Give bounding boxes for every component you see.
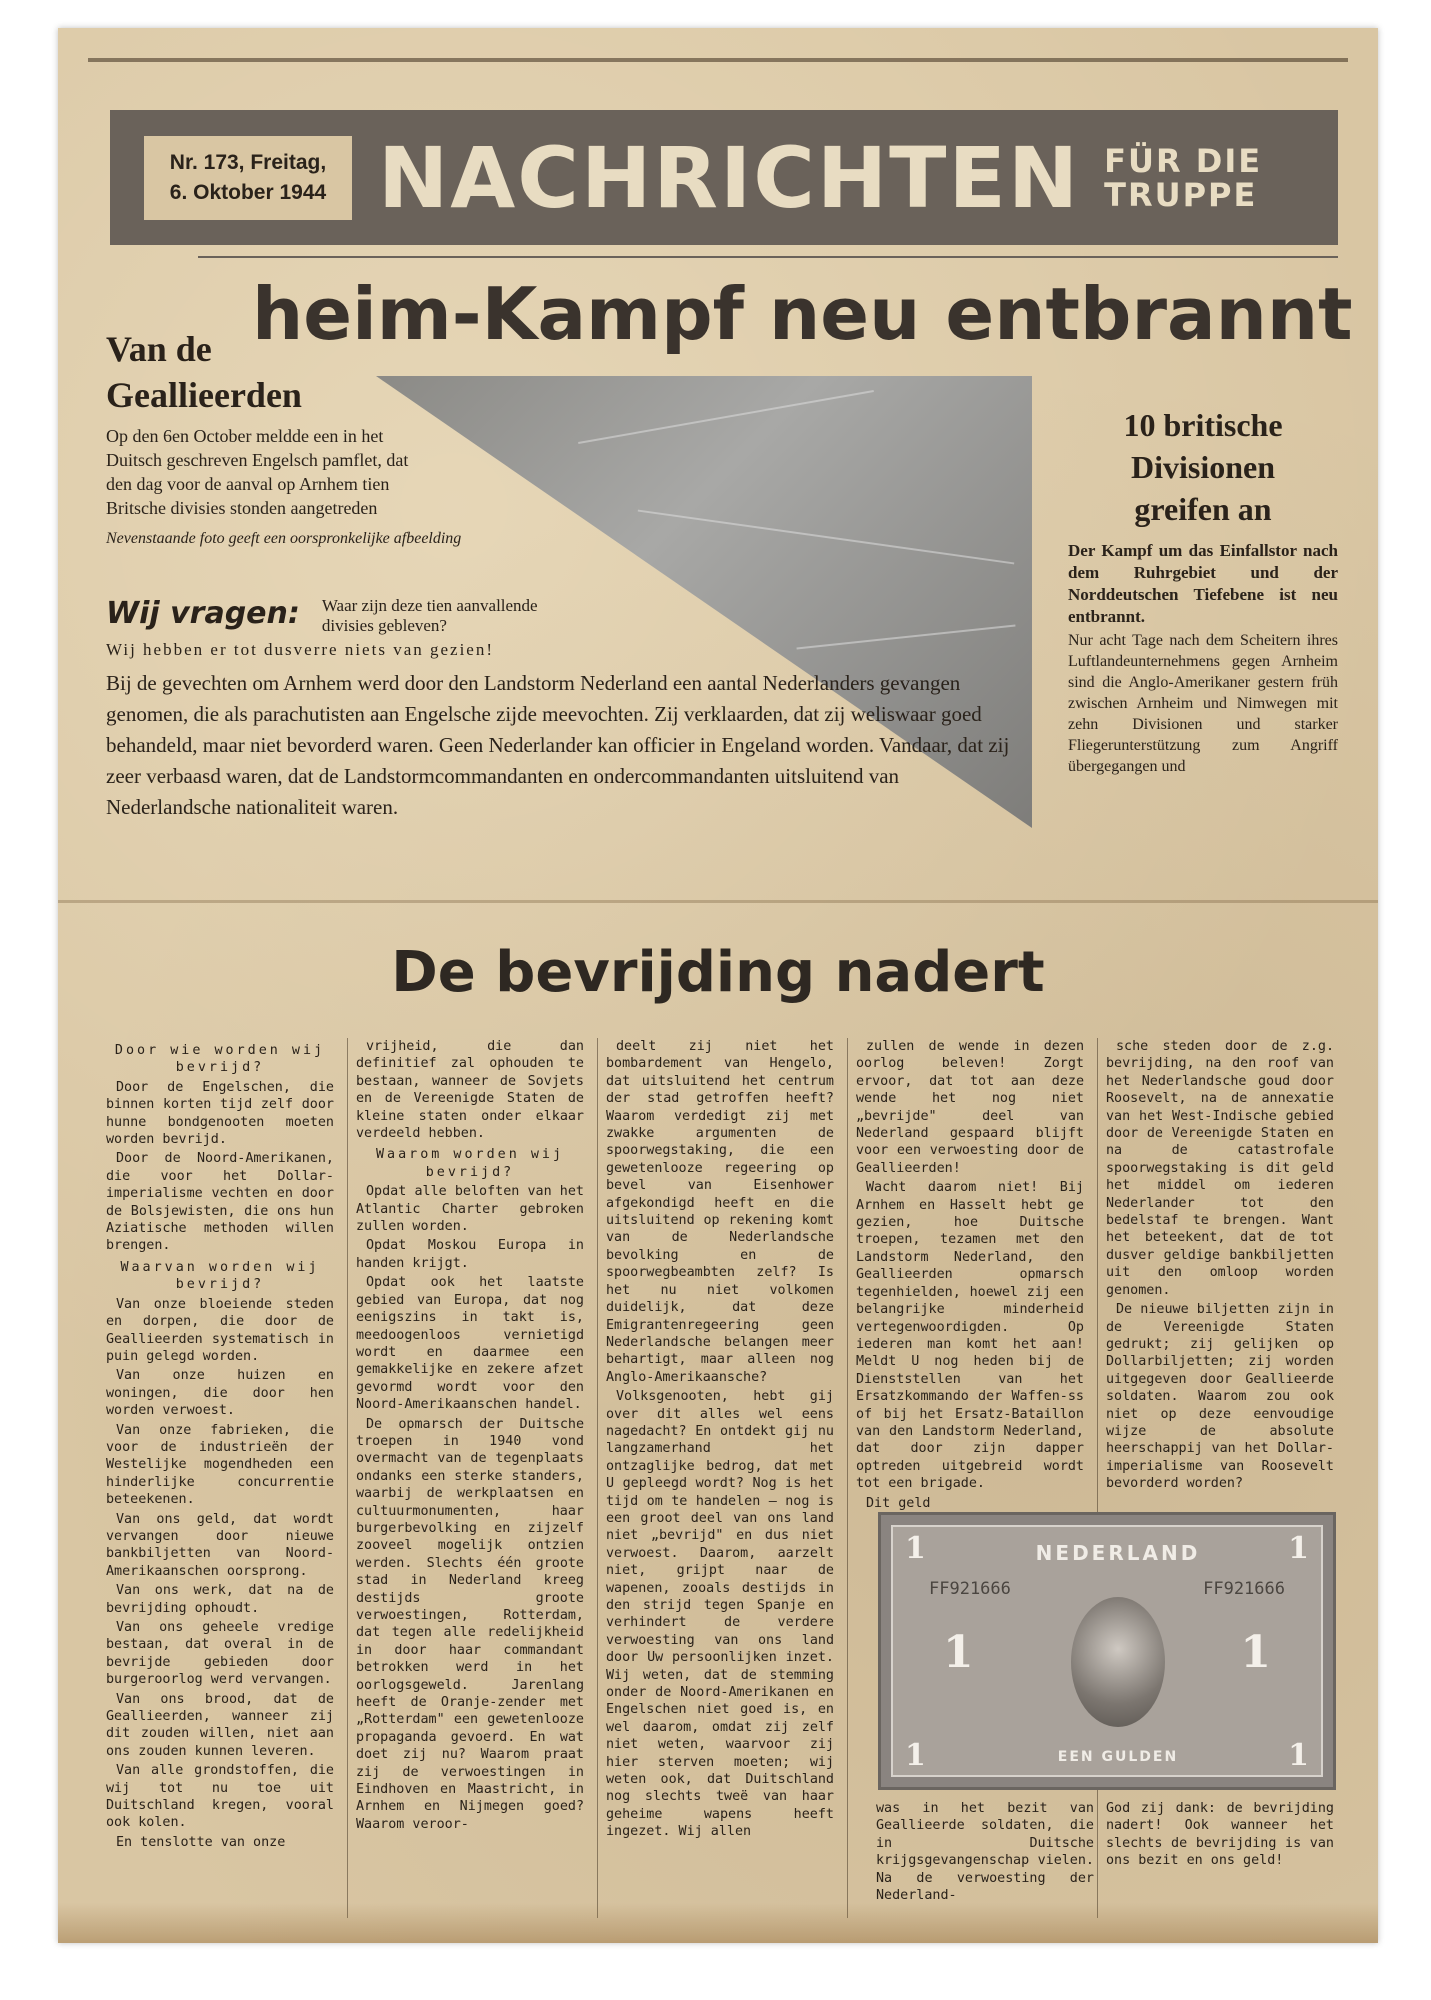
banknote-value: 1: [1240, 1627, 1271, 1678]
column-paragraph: Opdat Moskou Europa in handen krijgt.: [356, 1238, 584, 1271]
subtitle-line-1: FÜR DIE: [1104, 141, 1263, 180]
left-heading-line-1: Van de: [106, 329, 212, 369]
column-5-after-note: [1106, 1800, 1334, 1872]
paper-edge-stain: [58, 1903, 1378, 1943]
newspaper-page: [58, 28, 1378, 1943]
column-paragraph: Door de Engelschen, die binnen korten tijd zelf door hunne bondgenooten moeten worden bevrijd.: [106, 1079, 334, 1148]
column-divider: [347, 1038, 348, 1918]
column-paragraph: En tenslotte van onze: [116, 1834, 286, 1850]
top-headline: heim-Kampf neu entbrannt: [252, 272, 1353, 356]
right-heading: [1068, 404, 1338, 530]
column-paragraph: De nieuwe biljetten zijn in de Vereenigde Staten gedrukt; zij gelijken op Dollarbiljetten; zij worden uitgegeven door Geallieerde soldaten. Waarom zou ook niet op deze eenvoudige wijze de absolute heerschappij van het Dollar-imperialisme van Roosevelt bevorderd worden?: [1106, 1302, 1334, 1492]
right-heading-line-3: greifen an: [1134, 491, 1272, 527]
banknote-denomination: EEN GULDEN: [1057, 1749, 1179, 1765]
column-subheading: Waarom worden wij bevrijd?: [375, 1147, 565, 1180]
column-paragraph: sche steden door de z.g. bevrijding, na den roof van het Nederlandsche goud door Roosevelt, na de annexatie van het West-Indische gebied door de Vereenigde Staten en na de catastrofale spoorwegstaking is dit geld het middel om iederen Nederlander tot den bedelstaf te brengen. Want het beteekent, dat de tot dusver geldige bankbiljetten uit den omloop worden genomen.: [1106, 1039, 1334, 1298]
column-paragraph: Opdat ook het laatste gebied van Europa, dat nog eenigszins in takt is, meedoogenloos vernietigd wordt en daarmee een gemakkelijke en zekere afzet gevormd wordt voor den Noord-Amerikaanschen handel.: [356, 1275, 584, 1413]
masthead-rule: [198, 256, 1338, 258]
banknote-value: 1: [1288, 1531, 1309, 1566]
banknote-value: 1: [943, 1627, 974, 1678]
column-paragraph: Opdat alle beloften van het Atlantic Charter gebroken zullen worden.: [356, 1184, 584, 1235]
right-body: Nur acht Tage nach dem Scheitern ihres Luftlandeunternehmens gegen Arnheim sind die Anglo-Amerikaner gestern früh zwischen Arnheim und Nimwegen mit zehn Divisionen und starker Fliegerunterstützung zum Angriff übergegangen und: [1068, 632, 1338, 775]
right-intro: Der Kampf um das Einfallstor nach dem Ruhrgebiet und der Norddeutschen Tiefebene ist neu entbrannt.: [1068, 541, 1338, 626]
banknote-frame: [891, 1525, 1323, 1777]
issue-info: [144, 136, 352, 220]
subtitle-line-2: TRUPPE: [1104, 175, 1258, 214]
issue-line-2: 6. Oktober 1944: [169, 180, 327, 204]
column-2: [356, 1038, 584, 1835]
left-heading: [106, 326, 526, 418]
column-5: [1106, 1038, 1334, 1495]
banknote-country: NEDERLAND: [1035, 1541, 1201, 1565]
question-answer: Wij hebben er tot dusverre niets van gezien!: [106, 640, 495, 659]
paper-fold-line: [88, 58, 1348, 62]
column-paragraph: Door de Noord-Amerikanen, die voor het Dollar-imperialisme vechten en door de Bolsjewisten, die ons hun Aziatische methoden willen brengen.: [106, 1151, 334, 1254]
center-fold: [58, 900, 1378, 903]
column-subheading: Waarvan worden wij bevrijd?: [120, 1259, 320, 1293]
column-paragraph: Van ons geld, dat wordt vervangen door nieuwe bankbiljetten van Noord-Amerikaanschen oorsprong.: [106, 1511, 334, 1579]
column-subheading: Door wie worden wij bevrijd?: [114, 1043, 326, 1076]
left-article: [106, 326, 526, 548]
issue-line-1: Nr. 173, Freitag,: [169, 150, 327, 174]
column-paragraph: Van onze bloeiende steden en dorpen, die door de Geallieerden systematisch in puin gelegd worden.: [106, 1296, 334, 1364]
masthead: [110, 110, 1338, 245]
column-paragraph: was in het bezit van Geallieerde soldaten, die in Duitsche krijgsgevangenschap vielen. Na de verwoesting der Nederland-: [876, 1801, 1094, 1904]
main-headline: De bevrijding nadert: [391, 940, 1045, 1005]
banknote-value: 1: [1288, 1738, 1309, 1773]
column-paragraph: Volksgenooten, hebt gij over dit alles wel eens nagedacht? En ontdekt gij nu langzamerhand het ontzaglijke bedrog, dat met U gepleegd wordt? Nog is het tijd om te handelen — nog is een groot deel van ons land niet „bevrijd" en dus niet verwoest. Daarom, aarzelt niet, grijpt naar de wapenen, zooals destijds in den strijd tegen Spanje en verhindert de verdere verwoesting van ons land door Uw persoonlijken inzet. Wij weten, dat de stemming onder de Noord-Amerikanen en Engelschen niet goed is, en wel daarom, omdat zij zelf niet weten, waarvoor zij hier sterven moeten; wij weten ook, dat Duitschland nog slechts tweë van haar geheime wapens heeft ingezet. Wij allen: [606, 1389, 834, 1840]
banknote-value: 1: [905, 1738, 926, 1773]
right-heading-line-2: Divisionen: [1130, 449, 1276, 485]
column-paragraph: Dit geld: [866, 1495, 931, 1511]
column-4-after-note: [876, 1800, 1094, 1906]
column-paragraph: deelt zij niet het bombardement van Hengelo, dat uitsluitend het centrum der stad getroffen heeft? Waarom verdedigt zij met zwakke argumenten de spoorwegstaking, die een gewetenlooze regeering op bevel van Eisenhower afgekondigd heeft en die uitsluitend op rekening komt van de Nederlandsche bevolking en de spoorwegbeambten zelf? Is het nu niet volkomen duidelijk, dat deze Emigrantenregeering geen Nederlandsche belangen meer behartigt, maar alleen nog Anglo-Amerikaansche?: [606, 1039, 834, 1385]
banknote-serial: FF921666: [929, 1579, 1011, 1599]
column-paragraph: Van onze huizen en woningen, die door hen worden verwoest.: [106, 1368, 334, 1419]
newspaper-subtitle: [1104, 141, 1263, 214]
question-text: Waar zijn deze tien aanvallende divisies gebleven?: [321, 596, 538, 635]
right-article: [1068, 404, 1338, 777]
column-1: [106, 1038, 334, 1853]
column-paragraph: zullen de wende in dezen oorlog beleven! Zorgt ervoor, dat tot aan deze wende het nog niet „bevrijde" deel van Nederland gespaard blijft voor een verwoesting door de Geallieerden!: [856, 1039, 1084, 1176]
question-block: [106, 596, 806, 660]
column-paragraph: Van onze fabrieken, die voor de industrieën der Westelijke mogendheden een hinderlijke concurrentie beteekenen.: [106, 1422, 334, 1508]
newspaper-title: NACHRICHTEN: [378, 128, 1081, 227]
left-heading-line-2: Geallieerden: [106, 375, 302, 415]
photo-caption: Nevenstaande foto geeft een oorspronkelijke afbeelding: [106, 530, 462, 547]
column-paragraph: vrijheid, die dan definitief zal ophouden te bestaan, wanneer de Sovjets en de Vereenigde Staten de kleine staten onder elkaar verdeeld hebben.: [356, 1039, 584, 1142]
portrait-icon: [1071, 1597, 1165, 1727]
banknote-image: [878, 1512, 1336, 1790]
column-paragraph: Wacht daarom niet! Bij Arnhem en Hasselt hebt ge gezien, hoe Duitsche troepen, tezamen met den Landstorm Nederland, den Geallieerden opmarsch tegenhielden, hoewel zij een belangrijke minderheid vertegenwoordigden. Op iederen man komt het aan! Meldt U nog heden bij de Dienststellen van het Ersatzkommando der Waffen-ss of bij het Ersatz-Bataillon van den Landstorm Nederland, dat door zijn dapper optreden uitgebreid wordt tot een brigade.: [856, 1180, 1084, 1492]
column-divider: [847, 1038, 848, 1918]
column-paragraph: De opmarsch der Duitsche troepen in 1940 vond overmacht van de tegenplaats ondanks een sterke standers, waarbij de werkplaatsen en cultuurmonumenten, haar burgerbevolking en zijzelf zooveel mogelijk ontzien werden. Slechts één groote stad in Nederland kreeg destijds groote verwoestingen, Rotterdam, dat tegen alle redelijkheid in door haar commandant betrokken werd in het oorlogsgeweld. Jarenlang heeft de Oranje-zender met „Rotterdam" een gewetenlooze propaganda gevoerd. En wat doet zij nu? Waarom praat zij de verwoestingen in Eindhoven en Maastricht, in Arnhem en Nijmegen goed? Waarom veroor-: [356, 1416, 584, 1832]
banknote-value: 1: [905, 1531, 926, 1566]
question-title: Wij vragen:: [106, 596, 300, 631]
arnhem-paragraph: Bij de gevechten om Arnhem werd door den Landstorm Nederland een aantal Nederlanders gevangen genomen, die als parachutisten aan Engelsche zijde meevochten. Zij verklaarden, dat zij weliswaar goed behandeld, maar niet bevorderd waren. Geen Nederlander kan officier in Engeland worden. Vandaar, dat zij zeer verbaasd waren, dat de Landstormcommandanten en ondercommandanten uitsluitend van Nederlandsche nationaliteit waren.: [106, 671, 1010, 819]
column-paragraph: Van alle grondstoffen, die wij tot nu toe uit Duitschland kregen, vooral ook kolen.: [106, 1763, 334, 1831]
banknote-serial: FF921666: [1203, 1579, 1285, 1599]
column-3: [606, 1038, 834, 1843]
right-heading-line-1: 10 britische: [1123, 407, 1283, 443]
column-4: [856, 1038, 1084, 1514]
column-paragraph: God zij dank: de bevrijding nadert! Ook wanneer het slechts de bevrijding is van ons bezit en ons geld!: [1106, 1801, 1334, 1869]
column-paragraph: Van ons werk, dat na de bevrijding ophoudt.: [106, 1583, 334, 1616]
column-paragraph: Van ons brood, dat de Geallieerden, wanneer zij dit zouden willen, niet aan ons zouden kunnen leveren.: [106, 1691, 334, 1759]
left-intro-text: Op den 6en October meldde een in het Duitsch geschreven Engelsch pamflet, dat den dag voor de aanval op Arnhem tien Britsche divisies stonden aangetreden: [106, 426, 409, 518]
column-paragraph: Van ons geheele vredige bestaan, dat overal in de bevrijde gebieden door burgeroorlog werd vervangen.: [106, 1620, 334, 1688]
column-divider: [597, 1038, 598, 1918]
